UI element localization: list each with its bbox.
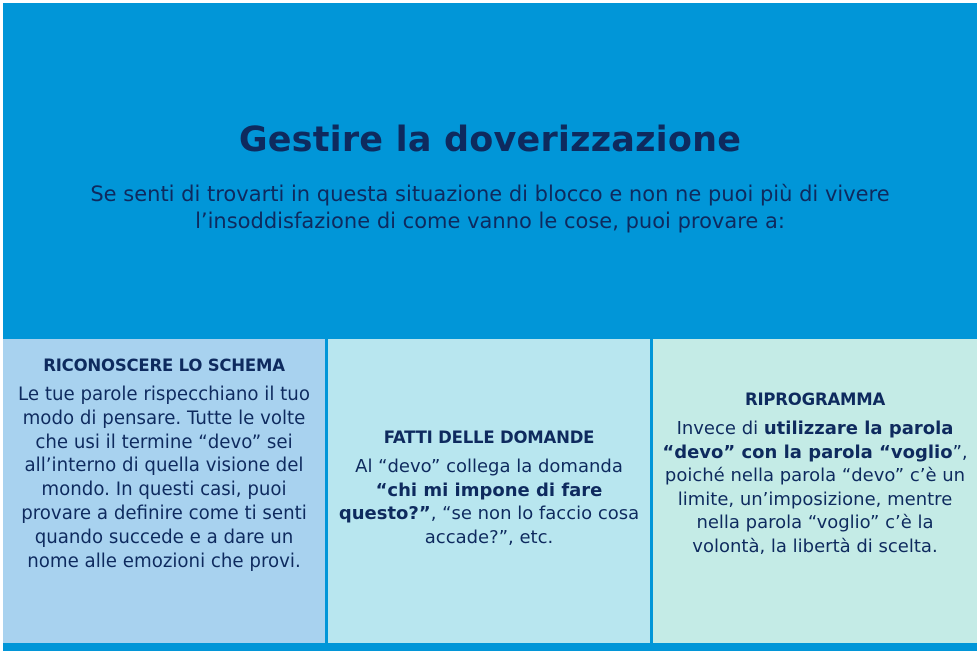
card-fatti-delle-domande [328,339,650,643]
subtitle: Se senti di trovarti in questa situazione di blocco e non ne puoi più di vivere l’insoddisfazione di come vanno le cose, puoi provare a: [90,182,890,233]
card-body-bold: “chi mi impone di fare questo?” [338,479,603,525]
bottom-band [3,643,977,651]
card-body-text: Al “devo” collega la domanda [355,456,623,477]
card-body: Le tue parole rispecchiano il tuo modo di pensare. Tutte le volte che usi il termine “devo” sei all’interno di quella visione del mondo. In questi casi, puoi provare a definire come ti senti quando succede e a dare un nome alle emozioni che provi. [18,384,310,572]
card-body-text: , “se non lo faccio cosa accade?”, etc. [424,503,640,548]
header [3,3,977,338]
page-title: Gestire la doverizzazione [238,120,742,160]
card-title: RICONOSCERE LO SCHEMA [43,356,285,375]
card-title: FATTI DELLE DOMANDE [383,428,595,447]
card-body-text: Invece di [676,418,764,439]
slide [3,3,977,651]
card-riprogramma [653,339,977,643]
card-body [661,417,969,559]
card-body-text: ”, poiché nella parola “devo” c’è un limite, un’imposizione, mentre nella parola “voglio” c’è la volontà, la libertà di scelta. [664,441,968,557]
card-title: RIPROGRAMMA [744,390,886,409]
cards-row [3,339,977,643]
card-body [336,455,642,549]
card-riconoscere-lo-schema [3,339,325,643]
card-body-bold: utilizzare la parola “devo” con la parola “voglio [662,418,954,463]
